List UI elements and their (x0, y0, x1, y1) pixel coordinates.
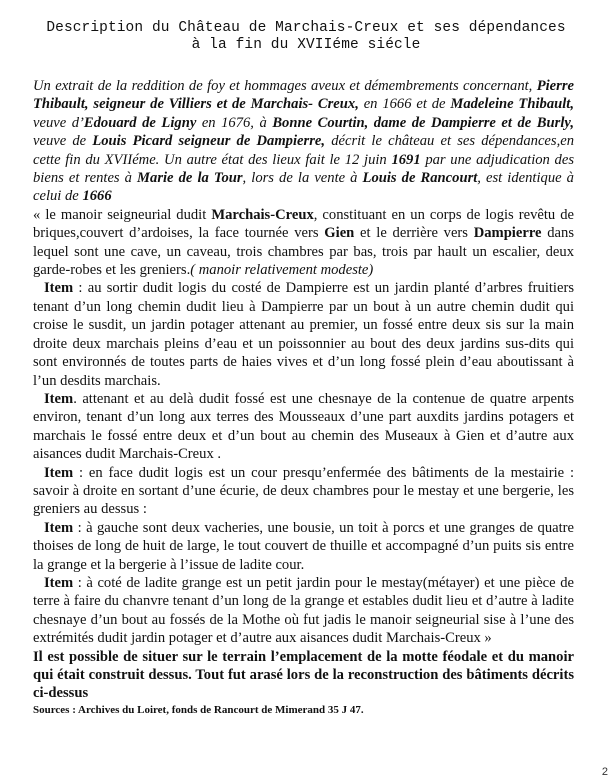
document-body (33, 77, 574, 717)
quote-text: et le derrière vers (354, 225, 474, 242)
intro-text: veuve d’ (33, 114, 84, 131)
intro-text: en 1676, à (196, 114, 273, 131)
intro-text: veuve de (33, 133, 93, 150)
intro-name-edouard-de-ligny: Edouard de Ligny (83, 114, 197, 131)
item-paragraph (33, 519, 574, 574)
intro-text: , lors de la vente à (242, 170, 363, 187)
item-label: Item (44, 390, 74, 407)
intro-name-pierre-thibault: Pierre Thibault, seigneur de Villiers et de Marchais- Creux, (33, 78, 574, 113)
item-label: Item (44, 280, 74, 297)
quote-place-marchais-creux: Marchais-Creux (211, 206, 314, 223)
intro-year-1666: 1666 (82, 188, 112, 205)
item-text: : à gauche sont deux vacheries, une bousie, un toit à porcs et une granges de quatre thoises de long de huit de large, le tout couvert de thuille et accompagné d’un puits sis entre la grange et la bergerie à l’issue de ladite cour. (33, 519, 574, 573)
intro-text: , est identique à celui de (33, 170, 574, 205)
quote-text: , constituant en un corps de logis revêtu de briques,couvert d’ardoises, la face tournée vers (33, 206, 575, 242)
document-title (0, 20, 612, 54)
conclusion-paragraph: Il est possible de situer sur le terrain l’emplacement de la motte féodale et du manoir qui était construit dessus. Tout fut arasé lors de la reconstruction des bâtiments décrits ci-dessus (33, 648, 574, 702)
quote-text: « le manoir seigneurial dudit (33, 206, 212, 223)
intro-text: Un extrait de la reddition de foy et hommages aveux et démembrements concernant, (33, 78, 537, 94)
intro-paragraph (33, 77, 574, 206)
item-label: Item (44, 519, 74, 536)
item-label: Item (44, 574, 74, 591)
intro-text: décrit le château et ses dépendances,en cette fin du XVIIéme. Un autre état des lieux fait le 12 juin (33, 133, 575, 168)
intro-name-louis-picard: Louis Picard seigneur de Dampierre, (92, 133, 326, 150)
sources-line: Sources : Archives du Loiret, fonds de Rancourt de Mimerand 35 J 47. (33, 703, 364, 716)
intro-name-madeleine-thibault: Madeleine Thibault, (450, 96, 574, 113)
item-text: . attenant et au delà dudit fossé est une chesnaye de la contenue de quatre arpents environ, tenant d’un long aux terres des Mousseaux d’une part auxdits jardins potagers et marchais le fossé entre deux et d’un bout au chemin des Museaux à Gien et d’autre aux aisances dudit Marchais-Creux . (33, 390, 574, 463)
page-number: 2 (601, 766, 608, 778)
intro-text: en 1666 et de (358, 96, 451, 113)
intro-name-louis-de-rancourt: Louis de Rancourt (362, 170, 478, 187)
intro-text: par une adjudication des biens et rentes à (33, 151, 575, 187)
quote-place-gien: Gien (324, 225, 355, 242)
title-line-2: à la fin du XVIIéme siécle (191, 37, 421, 53)
item-label: Item (44, 464, 74, 481)
quote-paragraph (33, 206, 574, 280)
item-paragraph (33, 574, 574, 648)
item-paragraph (33, 390, 574, 464)
quote-italic-note: ( manoir relativement modeste) (190, 262, 374, 279)
item-text: : à coté de ladite grange est un petit jardin pour le mestay(métayer) et une pièce de terre à faire du chanvre tenant d’un long de la grange et estables dudit lieu et d’autre à ladite chesnaye d’un bout au fossés de la Mothe où fut jadis le manoir seigneurial sise à l’une des extrémités dudit jardin potager et d’autre aux aisances dudit Marchais-Creux » (33, 574, 574, 647)
title-line-1: Description du Château de Marchais-Creux et ses dépendances (46, 20, 566, 36)
quote-text: dans lequel sont une cave, un caveau, trois chambres par bas, trois par hault un escalier, deux garde-robes et les greniers. (33, 225, 574, 279)
item-text: : au sortir dudit logis du costé de Dampierre est un jardin planté d’arbres fruitiers tenant d’un long chemin dudit lieu à Dampierre par un bout à un autre chemin dudit qui croise le susdit, un jardin potager attenant au premier, un fossé entre deux sis sur la main droite deux marchais pleins d’eau et un poissonnier au bout des deux jardins sus-dits qui sont environnés de toutes parts de haies vives et d’un long fossé plein d’eau aboutissant à l’un desdits marchais. (33, 280, 574, 389)
intro-name-bonne-courtin: Bonne Courtin, dame de Dampierre et de Burly, (272, 114, 574, 131)
item-paragraph (33, 279, 574, 389)
item-paragraph (33, 464, 574, 519)
intro-name-marie-de-la-tour: Marie de la Tour (137, 170, 243, 187)
quote-place-dampierre: Dampierre (473, 225, 542, 242)
intro-year-1691: 1691 (391, 151, 421, 168)
item-text: : en face dudit logis est un cour presqu’enfermée des bâtiments de la mestairie : savoir à droite en sortant d’une écurie, de deux chambres pour le mestay et une bergerie, les greniers au dessus : (33, 464, 574, 518)
